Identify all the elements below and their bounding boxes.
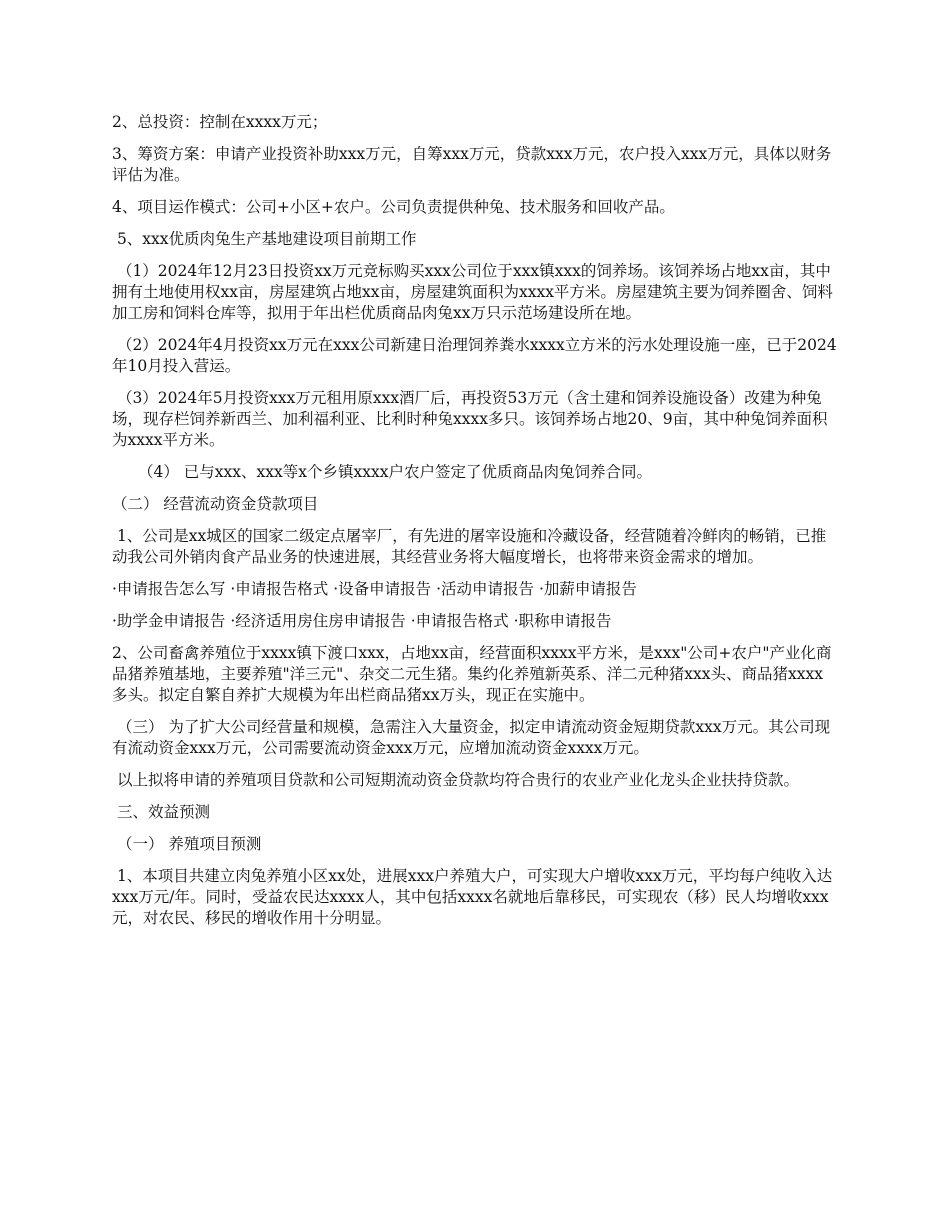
- paragraph-rabbit-breeding-forecast: 1、本项目共建立肉兔养殖小区xx处，进展xxx户养殖大户，可实现大户增收xxx万元，平均每户纯收入达xxx万元/年。同时，受益农民达xxxx人，其中包括xxxx名就地后靠移民，可实现农（移）民人均增收xxx元，对农民、移民的增收作用十分明显。: [112, 867, 833, 927]
- paragraph-working-capital-loan: （三） 为了扩大公司经营量和规模，急需注入大量资金，拟定申请流动资金短期贷款xxx万元。其公司现有流动资金xxx万元，公司需要流动资金xxx万元，应增加流动资金xxxx万元。: [112, 718, 831, 757]
- link-title-application[interactable]: ·职称申请报告: [513, 612, 612, 630]
- document-page: [112, 112, 838, 940]
- link-raise-application[interactable]: ·加薪申请报告: [539, 580, 637, 598]
- link-scholarship-application[interactable]: ·助学金申请报告: [112, 612, 226, 630]
- paragraph-financing-plan: 3、筹资方案：申请产业投资补助xxx万元，自筹xxx万元，贷款xxx万元，农户投入xxx万元，具体以财务评估为准。: [112, 145, 832, 184]
- paragraph-item-1: （1）2024年12月23日投资xx万元竞标购买xxx公司位于xxx镇xxx的饲养场。该饲养场占地xx亩，其中拥有土地使用权xx亩，房屋建筑占地xx亩，房屋建筑面积为xxxx平方米。房屋建筑主要为饲养圈舍、饲料加工房和饲料仓库等，拟用于年出栏优质商品肉兔xx万只示范场建设所在地。: [112, 262, 833, 322]
- paragraph-company-slaughterhouse: 1、公司是xx城区的国家二级定点屠宰厂，有先进的屠宰设施和冷藏设备，经营随着冷鲜肉的畅销，已推动我公司外销肉食产品业务的快速进展，其经营业务将大幅度增长，也将带来资金需求的增加。: [112, 527, 827, 566]
- paragraph-loan-conformity: 以上拟将申请的养殖项目贷款和公司短期流动资金贷款均符合贵行的农业产业化龙头企业扶持贷款。: [112, 771, 799, 789]
- paragraph-item-3: （3）2024年5月投资xxx万元租用原xxx酒厂后，再投资53万元（含土建和饲养设施设备）改建为种兔场，现存栏饲养新西兰、加利福利亚、比利时种兔xxxx多只。该饲养场占地20、9亩，其中种兔饲养面积为xxxx平方米。: [112, 389, 828, 449]
- related-links-row-2: [112, 611, 838, 632]
- paragraph-item-2: （2）2024年4月投资xx万元在xxx公司新建日治理饲养粪水xxxx立方米的污水处理设施一座，已于2024年10月投入营运。: [112, 336, 837, 375]
- link-how-to-write-application[interactable]: ·申请报告怎么写: [112, 580, 226, 598]
- paragraph-preliminary-work-heading: 5、xxx优质肉兔生产基地建设项目前期工作: [112, 230, 417, 248]
- link-equipment-application[interactable]: ·设备申请报告: [333, 580, 432, 598]
- section-heading-benefit-forecast: 三、效益预测: [112, 803, 210, 821]
- section-heading-breeding-forecast: （一） 养殖项目预测: [112, 835, 262, 853]
- section-heading-working-capital: （二） 经营流动资金贷款项目: [112, 495, 319, 513]
- link-application-format-2[interactable]: ·申请报告格式: [410, 612, 509, 630]
- paragraph-operation-mode: 4、项目运作模式：公司+小区+农户。公司负责提供种兔、技术服务和回收产品。: [112, 198, 675, 216]
- link-activity-application[interactable]: ·活动申请报告: [436, 580, 535, 598]
- related-links-row-1: [112, 579, 838, 600]
- link-affordable-housing-application[interactable]: ·经济适用房住房申请报告: [230, 612, 406, 630]
- paragraph-livestock-breeding: 2、公司畜禽养殖位于xxxx镇下渡口xxx，占地xx亩，经营面积xxxx平方米，是xxx"公司+农户"产业化商品猪养殖基地，主要养殖"洋三元"、杂交二元生猪。集约化养殖新英系、洋二元种猪xxx头、商品猪xxxx多头。拟定自繁自养扩大规模为年出栏商品猪xx万头，现正在实施中。: [112, 644, 832, 704]
- paragraph-total-investment: 2、总投资：控制在xxxx万元；: [112, 113, 328, 131]
- paragraph-item-4: （4） 已与xxx、xxx等x个乡镇xxxx户农户签定了优质商品肉兔饲养合同。: [138, 463, 652, 481]
- link-application-format[interactable]: ·申请报告格式: [230, 580, 329, 598]
